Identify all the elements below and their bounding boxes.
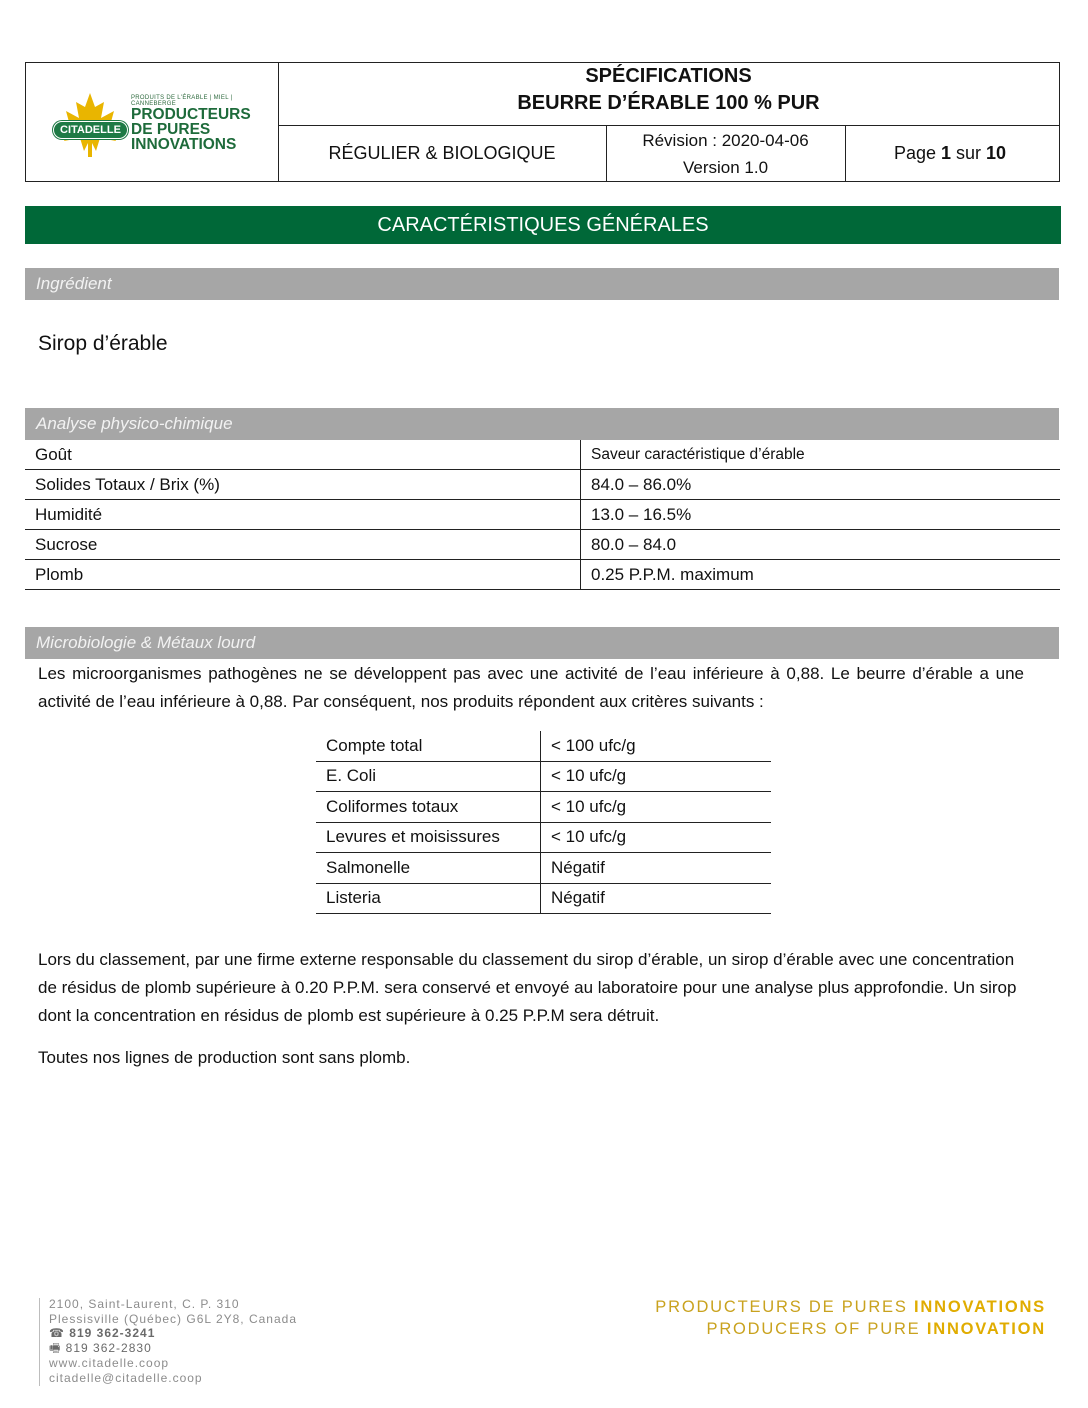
table-row [316, 853, 771, 884]
slogan-en [655, 1318, 1046, 1340]
table-row [25, 530, 1060, 560]
table-row [25, 440, 1060, 470]
physico-value: 80.0 – 84.0 [581, 530, 1061, 560]
address-line-1: 2100, Saint-Laurent, C. P. 310 [49, 1297, 240, 1311]
physico-heading: Analyse physico-chimique [25, 408, 1059, 440]
section-banner: CARACTÉRISTIQUES GÉNÉRALES [25, 206, 1061, 244]
phone-line [49, 1326, 297, 1341]
table-row [316, 822, 771, 853]
micro-value: < 10 ufc/g [541, 822, 772, 853]
physico-value: Saveur caractéristique d’érable [581, 440, 1061, 470]
lead-paragraph: Lors du classement, par une firme externe responsable du classement du sirop d’érable, un sirop d’érable avec une concentration de résidus de plomb supérieure à 0.20 P.P.M. sera conservé et envoyé au laboratoire pour une analyse plus approfondie. Un sirop dont la concentration en résidus de plomb est supérieure à 0.25 P.P.M sera détruit. [38, 950, 1017, 1025]
title-line-2: BEURRE D’ÉRABLE 100 % PUR [517, 92, 820, 114]
table-row [25, 500, 1060, 530]
fax-icon: 🖷 [49, 1341, 62, 1356]
logo-line-3: INNOVATIONS [131, 136, 237, 153]
footer-divider [39, 1298, 40, 1386]
micro-label: E. Coli [316, 761, 541, 792]
document-header [25, 62, 1060, 182]
slogan-en-text: PRODUCERS OF PURE [706, 1320, 927, 1338]
micro-label: Salmonelle [316, 853, 541, 884]
page-prefix: Page [893, 142, 936, 163]
table-row [25, 560, 1060, 590]
slogan-en-bold: INNOVATION [926, 1320, 1046, 1338]
email-link[interactable]: citadelle@citadelle.coop [49, 1370, 203, 1385]
micro-heading: Microbiologie & Métaux lourd [25, 627, 1059, 659]
logo-text [131, 107, 251, 152]
revision-date: Révision : 2020-04-06 [642, 131, 809, 150]
fax-line [49, 1341, 297, 1356]
ingredient-value: Sirop d’érable [38, 332, 168, 355]
page-total: 10 [986, 142, 1007, 163]
physico-label: Plomb [25, 560, 581, 590]
logo [26, 63, 279, 181]
version: Version 1.0 [682, 158, 769, 177]
physico-table [25, 440, 1060, 590]
micro-table [316, 731, 771, 914]
micro-label: Levures et moisissures [316, 822, 541, 853]
lead-free-note: Toutes nos lignes de production sont sans plomb. [38, 1048, 411, 1067]
physico-label: Goût [25, 440, 581, 470]
document-title [278, 63, 1059, 126]
website-link[interactable]: www.citadelle.coop [49, 1355, 170, 1370]
micro-value: < 10 ufc/g [541, 792, 772, 823]
micro-label: Coliformes totaux [316, 792, 541, 823]
slogan-fr [655, 1296, 1046, 1318]
physico-value: 84.0 – 86.0% [581, 470, 1061, 500]
revision-cell [606, 125, 846, 181]
citadelle-badge: CITADELLE [53, 121, 128, 139]
physico-value: 13.0 – 16.5% [581, 500, 1061, 530]
footer-address [49, 1297, 297, 1385]
address-line-2: Plessisville (Québec) G6L 2Y8, Canada [49, 1311, 297, 1326]
physico-value: 0.25 P.P.M. maximum [581, 560, 1061, 590]
ingredient-heading: Ingrédient [25, 268, 1059, 300]
slogan-fr-text: PRODUCTEURS DE PURES [655, 1298, 915, 1316]
footer-slogan [655, 1296, 1046, 1340]
category-cell: RÉGULIER & BIOLOGIQUE [278, 125, 607, 181]
table-row [25, 470, 1060, 500]
page-current: 1 [940, 142, 951, 163]
page-sep: sur [956, 142, 982, 163]
physico-label: Humidité [25, 500, 581, 530]
slogan-fr-bold: INNOVATIONS [914, 1298, 1046, 1316]
title-line-1: SPÉCIFICATIONS [585, 65, 752, 87]
phone-number: 819 362-3241 [69, 1326, 156, 1341]
micro-value: Négatif [541, 853, 772, 884]
phone-icon: ☎ [49, 1326, 65, 1341]
logo-tagline: PRODUITS DE L'ÉRABLE | MIEL | CANNEBERGE [131, 95, 233, 107]
logo-line-1: PRODUCTEURS [131, 106, 251, 123]
micro-label: Listeria [316, 883, 541, 914]
micro-intro: Les microorganismes pathogènes ne se développent pas avec une activité de l’eau inférieure à 0,88. Le beurre d’érable a une activité de l’eau inférieure à 0,88. Par conséquent, nos produits répondent aux critères suivants : [38, 664, 1024, 711]
micro-value: Négatif [541, 883, 772, 914]
physico-label: Solides Totaux / Brix (%) [25, 470, 581, 500]
micro-value: < 100 ufc/g [541, 731, 772, 761]
page-number-cell [846, 125, 1059, 181]
table-row [316, 792, 771, 823]
micro-label: Compte total [316, 731, 541, 761]
table-row [316, 731, 771, 761]
physico-label: Sucrose [25, 530, 581, 560]
logo-line-2: DE PURES [131, 121, 211, 138]
fax-number: 819 362-2830 [65, 1341, 152, 1356]
table-row [316, 883, 771, 914]
micro-value: < 10 ufc/g [541, 761, 772, 792]
table-row [316, 761, 771, 792]
